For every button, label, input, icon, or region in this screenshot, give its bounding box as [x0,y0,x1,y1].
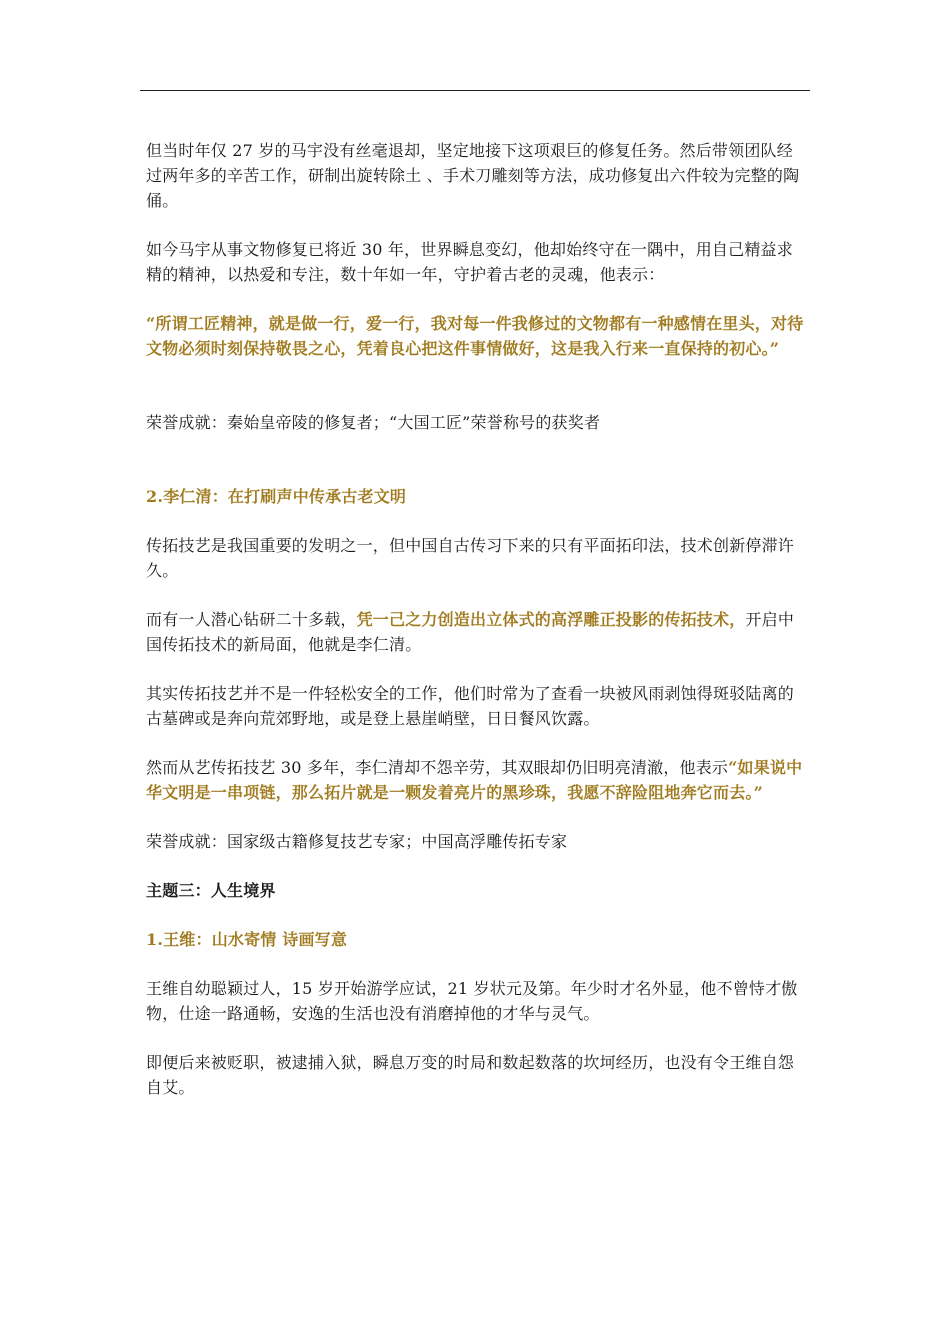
paragraph: 如今马宇从事文物修复已将近 30 年，世界瞬息变幻，他却始终守在一隅中，用自己精益求精的精神，以热爱和专注，数十年如一年，守护着古老的灵魂，他表示： [146,240,793,284]
section-heading: 1.王维：山水寄情 诗画写意 [146,930,348,949]
text-normal: 然而从艺传拓技艺 30 多年，李仁清却不怨辛劳，其双眼却仍旧明亮清澈，他表示 [146,758,729,777]
paragraph-with-quote [146,755,806,805]
quote-highlight: “所谓工匠精神，就是做一行，爱一行，我对每一件我修过的文物都有一种感情在里头，对待文物必须时刻保持敬畏之心，凭着良心把这件事情做好，这是我入行来一直保持的初心。” [146,314,804,358]
paragraph: 但当时年仅 27 岁的马宇没有丝毫退却，坚定地接下这项艰巨的修复任务。然后带领团队经过两年多的辛苦工作，研制出旋转除土 、手术刀雕刻等方法，成功修复出六件较为完整的陶俑。 [146,141,800,210]
section-heading: 2.李仁清：在打刷声中传承古老文明 [146,487,407,506]
paragraph-with-highlight [146,607,806,657]
document-body [146,138,806,1100]
paragraph: 即便后来被贬职，被逮捕入狱，瞬息万变的时局和数起数落的坎坷经历，也没有令王维自怨自艾。 [146,1053,795,1097]
paragraph: 其实传拓技艺并不是一件轻松安全的工作，他们时常为了查看一块被风雨剥蚀得斑驳陆离的古墓碑或是奔向荒郊野地，或是登上悬崖峭壁，日日餐风饮露。 [146,684,795,728]
text-normal: 开启中国传拓技术的新局面，他就是李仁清。 [146,610,795,654]
honor-line: 荣誉成就：秦始皇帝陵的修复者；“大国工匠”荣誉称号的获奖者 [146,413,601,432]
honor-line: 荣誉成就：国家级古籍修复技艺专家；中国高浮雕传拓专家 [146,832,568,851]
paragraph: 传拓技艺是我国重要的发明之一，但中国自古传习下来的只有平面拓印法，技术创新停滞许久。 [146,536,795,580]
theme-heading: 主题三：人生境界 [146,881,276,900]
paragraph: 王维自幼聪颖过人，15 岁开始游学应试，21 岁状元及第。年少时才名外显，他不曾恃才傲物，仕途一路通畅，安逸的生活也没有消磨掉他的才华与灵气。 [146,979,798,1023]
header-rule [140,90,810,91]
text-highlight: “如果说中华文明是一串项链，那么拓片就是一颗发着亮片的黑珍珠，我愿不辞险阻地奔它而去。” [146,758,803,802]
text-highlight: 凭一己之力创造出立体式的高浮雕正投影的传拓技术， [356,610,746,629]
text-normal: 而有一人潜心钻研二十多载， [146,610,357,629]
